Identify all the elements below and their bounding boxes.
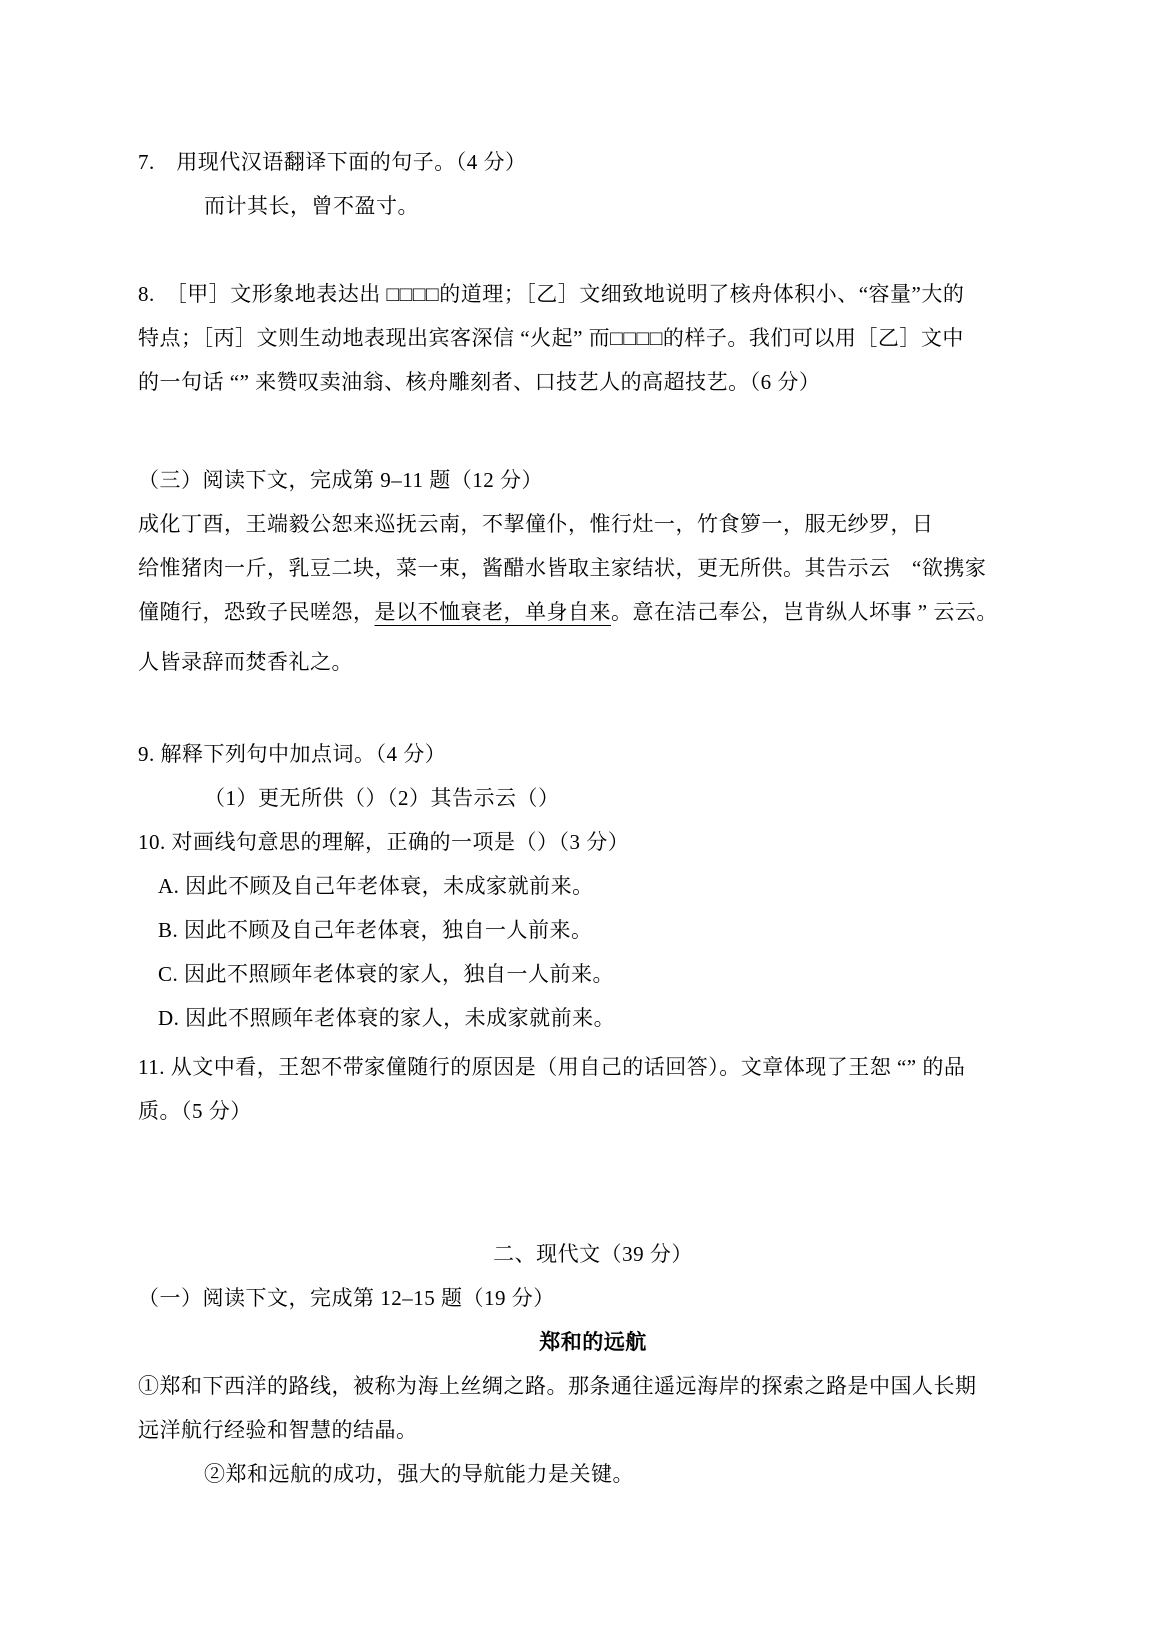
question-9-items: （1）更无所供（）（2）其告示云（） [204, 786, 560, 810]
question-10-option-b: B. 因此不顾及自己年老体衰，独自一人前来。 [158, 918, 593, 942]
essay-title: 郑和的远航 [539, 1330, 647, 1354]
question-9-header: 9. 解释下列句中加点词。（4 分） [138, 742, 447, 766]
question-7-header: 7. 用现代汉语翻译下面的句子。（4 分） [138, 150, 527, 174]
passage-line-4: 人皆录辞而焚香礼之。 [138, 650, 353, 674]
question-10-option-d: D. 因此不照顾年老体衰的家人，未成家就前来。 [158, 1006, 616, 1030]
passage-line-3-post: 。意在洁己奉公，岂肯纵人坏事 ” 云云。 [611, 600, 998, 624]
question-8-line-2: 特点；［丙］文则生动地表现出宾客深信 “火起” 而□□□□的样子。我们可以用［乙］文中 [138, 326, 964, 350]
passage-line-3 [138, 590, 1048, 634]
essay-paragraph-2: ②郑和远航的成功，强大的导航能力是关键。 [204, 1462, 634, 1486]
question-11-line-2: 质。（5 分） [138, 1099, 252, 1123]
section-3-header: （三）阅读下文，完成第 9–11 题（12 分） [138, 468, 543, 492]
passage-underlined-sentence: 是以不恤衰老，单身自来 [374, 600, 611, 624]
question-8-line-1: 8. ［甲］文形象地表达出 □□□□的道理；［乙］文细致地说明了核舟体积小、“容量”大的 [138, 282, 965, 306]
passage-line-2: 给惟猪肉一斤，乳豆二块，菜一束，酱醋水皆取主家结状，更无所供。其告示云 “欲携家 [138, 556, 987, 580]
question-7-sentence: 而计其长，曾不盈寸。 [204, 194, 419, 218]
question-11-line-1: 11. 从文中看，王恕不带家僮随行的原因是（用自己的话回答）。文章体现了王恕 “” 的品 [138, 1055, 966, 1079]
section-2-title: 二、现代文（39 分） [493, 1242, 693, 1266]
section-2-part-1-header: （一）阅读下文，完成第 12–15 题（19 分） [138, 1286, 555, 1310]
essay-paragraph-1-line-1: ①郑和下西洋的路线，被称为海上丝绸之路。那条通往遥远海岸的探索之路是中国人长期 [138, 1374, 977, 1398]
passage-line-3-pre: 僮随行，恐致子民嗟怨， [138, 600, 375, 624]
essay-paragraph-1-line-2: 远洋航行经验和智慧的结晶。 [138, 1418, 418, 1442]
question-10-option-c: C. 因此不照顾年老体衰的家人，独自一人前来。 [158, 962, 615, 986]
passage-line-1: 成化丁酉，王端毅公恕来巡抚云南，不挈僮仆，惟行灶一，竹食箩一，服无纱罗，日 [138, 512, 934, 536]
question-8-line-3: 的一句话 “” 来赞叹卖油翁、核舟雕刻者、口技艺人的高超技艺。（6 分） [138, 370, 821, 394]
question-10-option-a: A. 因此不顾及自己年老体衰，未成家就前来。 [158, 874, 594, 898]
question-10-header: 10. 对画线句意思的理解，正确的一项是（）（3 分） [138, 830, 630, 854]
